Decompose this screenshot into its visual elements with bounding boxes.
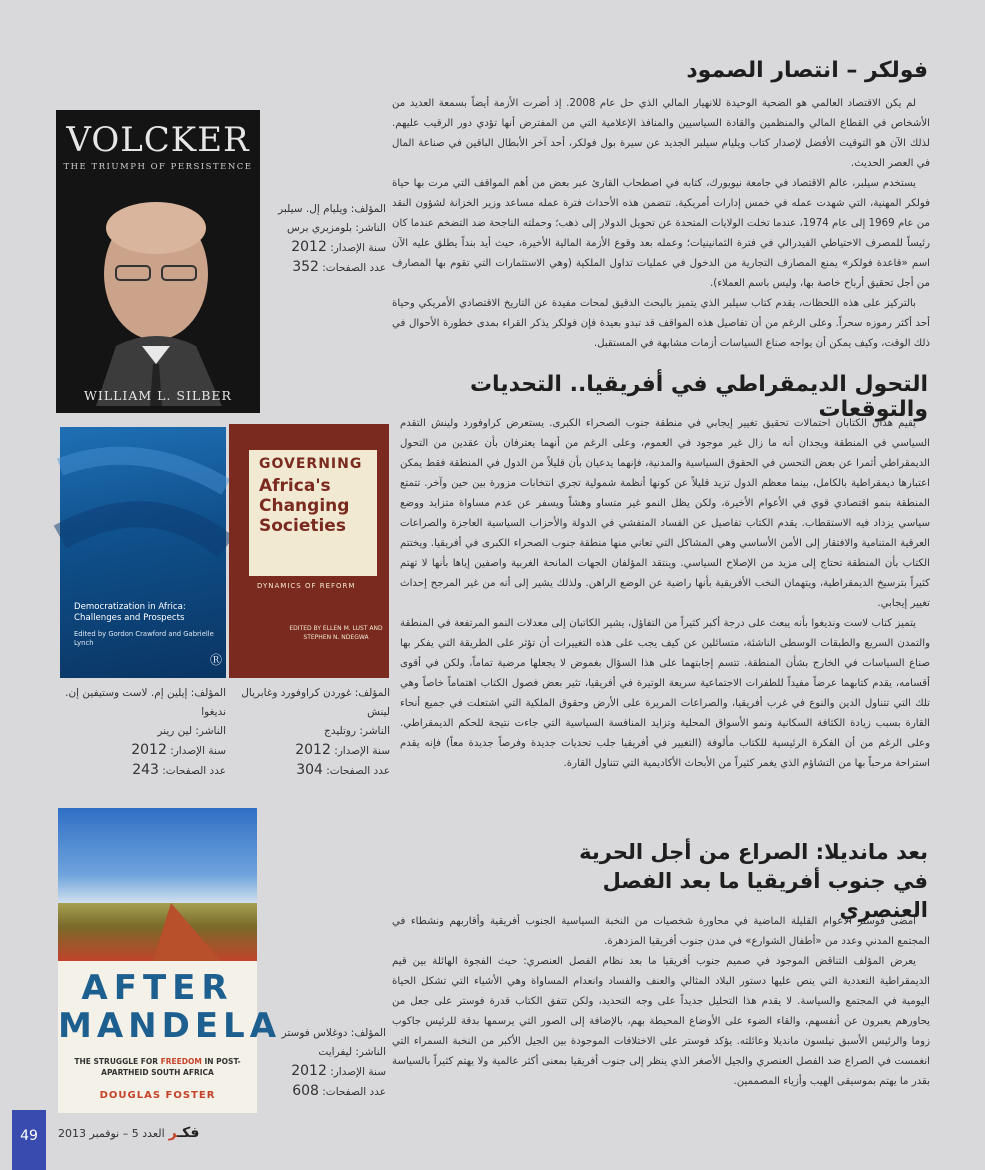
book-author: المؤلف: دوغلاس فوستر [281,1027,386,1039]
book-year: سنة الإصدار: 2012 [291,239,386,255]
book-year: سنة الإصدار: 2012 [131,742,226,758]
article-body [392,94,930,354]
cover-editors: Edited by Gordon Crawford and Gabrielle Lynch [74,630,214,647]
book-publisher: الناشر: بلومزبري برس [287,222,386,234]
paragraph: يتميز كتاب لاست ونديغوا بأنه يبعث على درجة أكبر كثيراً من التفاؤل، يشير الكاتبان إلى معدلات النمو المرتفعة في المنطقة والتمدن السريع والطبقات الوسطى الناشئة، متسائلين عن كيف يجب على هذه التغييرات أن تؤثر على الطريقة التي يفكر بها صناع السياسات في الخارج بشأن المنطقة. تتسم إجابتهما على هذا السؤال بغموض لا يجعلها مرضية تماماً، ولكن في أقوى أقسامه، يقدم كتابهما عرضاً مفيداً للطفرات الاجتماعية سريعة الوتيرة في أفريقيا، تثير بعض فصول الكتاب اهتماماً خاصاً وهي تلك التي تتناول الدين والنوع في غرب أفريقيا، والصراعات المريرة على الأرض وحقوق الملكية التي اشتعلت في جميع أنحاء القارة بسبب زيادة الكثافة السكانية ونمو الأسواق المحلية وتزايد المنافسة السياسية التي جاءت نتيجة للحكم الديمقراطي. وعلى الرغم من أن الفكرة الرئيسية للكتاب مألوفة (التغيير في أفريقيا جلب تحديات جديدة وفرصاً جديدة معاً) فإنه يقدم استراحة مرحباً بها من التشاؤم الذي يغمر كثيراً من الأبحاث الأكاديمية التي تتناول القارة. [400,618,930,769]
book-info [262,200,386,278]
article-title: بعد مانديلا: الصراع من أجل الحرية في جنوب أفريقيا ما بعد الفصل العنصري [579,840,928,922]
book-cover-after-mandela [58,808,282,1113]
book-author: المؤلف: إيلين إم. لاست وستيفين إن. نديغوا [65,687,226,718]
book-publisher: الناشر: ليفرايت [318,1046,386,1058]
cover-title: VOLCKER [66,120,250,160]
book-pages: عدد الصفحات: 608 [292,1083,386,1099]
portrait-image [56,176,260,406]
cover-subtitle: THE TRIUMPH OF PERSISTENCE [63,162,253,172]
book-info [228,684,390,781]
book-info [262,1024,386,1102]
book-cover-governing [229,424,389,678]
cover-title: AFTER [81,968,234,1008]
book-publisher: الناشر: روتليدج [324,725,390,737]
book-year: سنة الإصدار: 2012 [291,1063,386,1079]
cover-editors: EDITED BY ELLEN M. LUST AND STEPHEN N. NDEGWA [289,625,383,641]
cover-author: WILLIAM L. SILBER [84,388,232,403]
book-pages: عدد الصفحات: 243 [132,762,226,778]
cover-road [153,903,221,961]
cover-sky [58,808,257,903]
book-cover-volcker [56,110,260,413]
book-year: سنة الإصدار: 2012 [295,742,390,758]
article-body [400,414,930,774]
book-info [60,684,226,781]
cover-subtitle: DYNAMICS OF REFORM [257,582,356,590]
page-number: 49 [12,1110,46,1170]
cover-title: Democratization in Africa: Challenges and Prospects [74,602,186,623]
magazine-logo: فكـر [168,1125,200,1141]
cover-art [60,427,226,597]
paragraph: يقيم هذان الكتابان احتمالات تحقيق تغيير إيجابي في منطقة جنوب الصحراء الكبرى. يستعرض كراوفورد ولينش التقدم السياسي في المنطقة ويجدان أنه ما زال غير موجود في العموم، وعلى الرغم من أنهما يعترفان بأن عقدين من التحول الديمقراطي أثمرا عن بعض التحسن في الحقوق السياسية والمدنية، فإنهما يدعيان بأن قليلاً من الدول في المنطقة فقط يمكن اعتبارها ديمقراطية بالكامل، بينما معظم الدول تزيد قليلاً عن كونها أنظمة شمولية تجري انتخابات مزورة بين حين وآخر. تتمتع المنطقة بنمو اقتصادي قوي في الأعوام الأخيرة، ولكن يظل النمو غير متساو وهشاً ويسفر عن عدم مساواة متزايد ووضع سياسي يزداد فيه الاستقطاب. يقدم الكتاب تفاصيل عن الفساد المتفشي في الدولة والأحزاب السياسية العاجزة والصراعات العرقية المتنامية والافتقار إلى الأمن الأساسي وهي المشاكل التي تعاني منها منطقة جنوب الصحراء الكبرى في أفريقيا. ويختتم الكتاب بأن المنطقة تحتاج إلى مزيد من الإصلاح السياسي. وينتقد المؤلفان الجهات المانحة الغربية واصفين إياها بأنها لا تهتم كثيراً بترسيخ الديمقراطية، ويتهمان النخب الأفريقية بأنها راضية عن الوضع الراهن. ولذلك يشير إلى أنه من غير المرجح إحداث تغيير إيجابي. [400,418,930,609]
issue-info: العدد 5 – نوفمبر 2013 [58,1127,165,1140]
article-title: فولكر – انتصار الصمود [686,58,928,83]
article-body [392,912,930,1092]
cover-subtitle: THE STRUGGLE FOR FREEDOM IN POST-APARTHEID SOUTH AFRICA [74,1057,241,1077]
book-author: المؤلف: غوردن كراوفورد وغابريال لينش [241,687,390,718]
book-pages: عدد الصفحات: 304 [296,762,390,778]
cover-title-main: Africa's Changing Societies [259,476,350,536]
paragraph: أمضى فوستر الأعوام القليلة الماضية في محاورة شخصيات من النخبة السياسية الجنوب أفريقية وأقاربهم ونشطاء في المجتمع المدني وعدد من «أطفال الشوارع» في مدن جنوب أفريقيا المزدهرة. [392,916,930,947]
book-pages: عدد الصفحات: 352 [292,259,386,275]
paragraph: يستخدم سيلبر، عالم الاقتصاد في جامعة نيويورك، كتابه في اصطحاب القارئ عبر بعض من أهم المواقف التي مرت بها حياة فولكر المهنية، التي شهدت عمله في خمس إدارات أمريكية. تتضمن هذه الأحداث فترة عمله مساعد وزير الخزانة لشؤون النقد من عام 1969 إلى عام 1974، عندما تخلت الولايات المتحدة عن تحويل الدولار إلى ذهب؛ وحملته الناجحة ضد التضخم عندما كان رئيساً للمصرف الاحتياطي الفيدرالي في فترة الثمانينيات؛ وعمله بعد وقوع الأزمة المالية الأخيرة، حيث أيد بنداً يطلق عليه الآن اسم «قاعدة فولكر» يمنع المصارف التجارية من الدخول في عمليات تداول الملكية (وهي الاستثمارات التي تقوم بها المصارف من أجل تحقيق أرباح خاصة بها، وليس باسم العملاء). [392,178,930,289]
book-cover-democratization [60,427,226,678]
cover-title: GOVERNING [259,456,363,472]
book-publisher: الناشر: لين رينر [157,725,226,737]
publisher-logo-icon: Ⓡ [210,653,223,667]
book-author: المؤلف: ويليام إل. سيلبر [278,203,386,215]
cover-title-main: MANDELA [58,1006,282,1046]
paragraph: لم يكن الاقتصاد العالمي هو الضحية الوحيدة للانهيار المالي الذي حل عام 2008. إذ أضرت الأزمة أيضاً بسمعة العديد من الأشخاص في القطاع المالي والمنظمين والقادة السياسيين والمنافذ الإعلامية التي من المفترض أنها تؤدي دور الرقيب عليهم. لذلك الآن هو التوقيت الأفضل لإصدار كتاب ويليام سيلبر الجديد عن سيرة بول فولكر، أحد آخر الأبطال الباقين في صناعة المال في العصر الحديث. [392,98,930,169]
footer [58,1125,199,1141]
cover-author: DOUGLAS FOSTER [99,1090,216,1101]
paragraph: بالتركيز على هذه اللحظات، يقدم كتاب سيلبر الذي يتميز بالبحث الدقيق لمحات مفيدة عن التاريخ الاقتصادي الأمريكي وحياة أحد أكثر رموزه سحراً. وعلى الرغم من أن تفاصيل هذه المواقف قد تبدو بعيدة فإن فولكر يذكر القراء بمدى خطورة الأحوال في ذلك الوقت، وكيف يمكن أن يواجه صناع السياسات أزمات مشابهة في المستقبل. [392,298,930,349]
paragraph: يعرض المؤلف التناقض الموجود في صميم جنوب أفريقيا ما بعد نظام الفصل العنصري: حيث الفجوة الهائلة بين قيم الديمقراطية التعددية التي ينص عليها دستور البلاد المثالي والعنف والفساد وانعدام المساواة وهي الأشياء التي تشكل الحياة اليومية في المجتمع والسياسة. لا يقدم هذا التحليل جديداً على وجه التحديد، ولكن تتفق الكتاب قدرة فوستر على جعل من يحاورهم يعبرون عن أنفسهم، والقاء الضوء على الأوضاع المحيطة بهم، بالإضافة إلى الصور التي يرسمها بدقة للرئيس جاكوب زوما والرئيس الأسبق نيلسون مانديلا وعائلته. يؤكد فوستر على الاختلافات الموجودة بين الجيل الأكبر من النخبة السمراء التي انغمست في الصراع ضد الفصل العنصري والجيل الأصغر الذي ينظر إلى جنوب أفريقيا بمعنى أكثر عالمية ولا يهتم كثيراً بالسياسة بقدر ما يهتم بموسيقى الهيب وأزياء المصممين. [392,956,930,1087]
article-title: التحول الديمقراطي في أفريقيا.. التحديات والتوقعات [469,372,928,422]
